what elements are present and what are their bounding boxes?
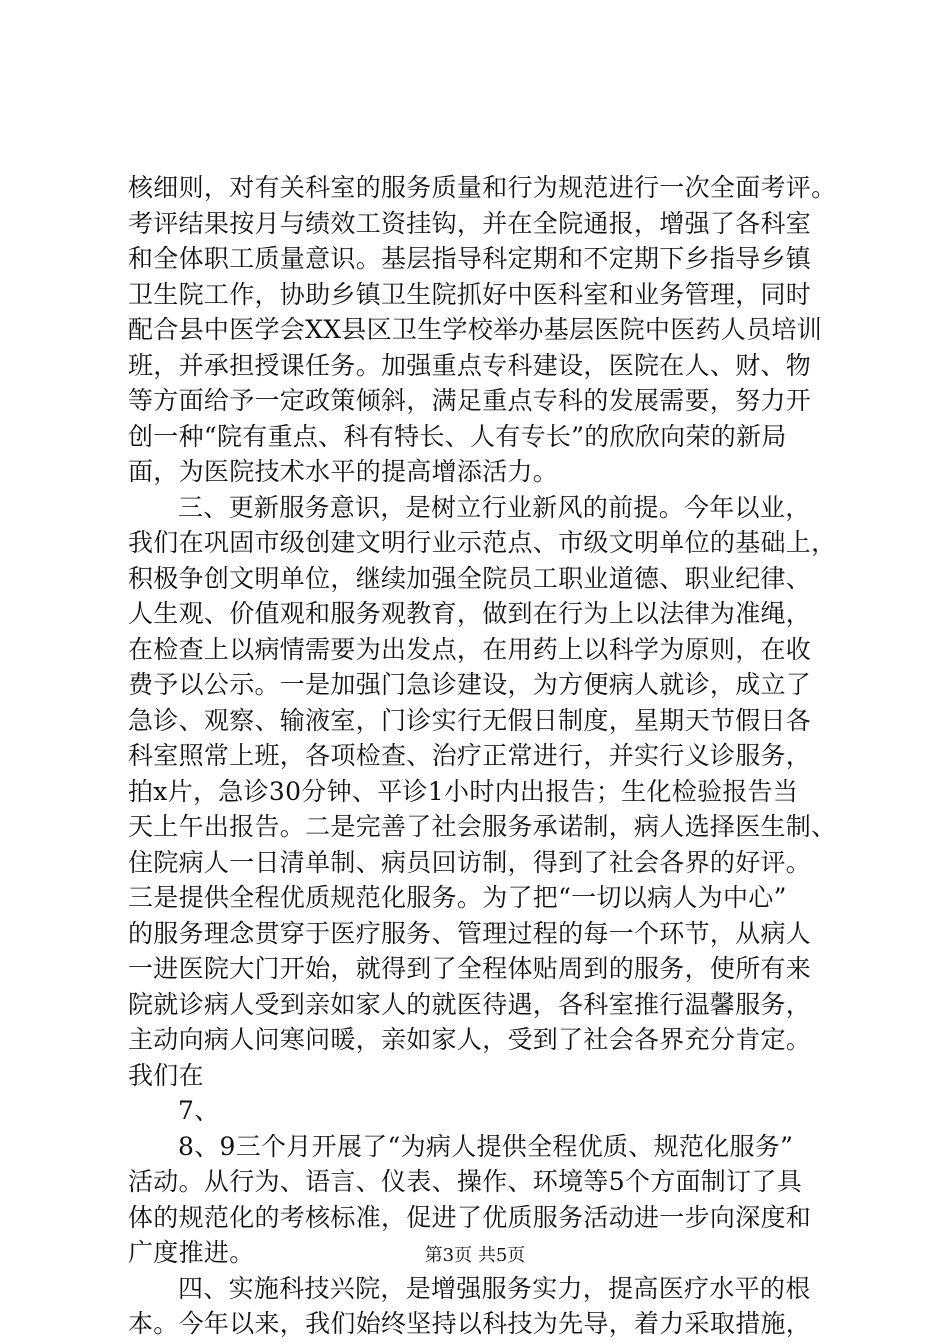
- text-line: 8、9三个月开展了“为病人提供全程优质、规范化服务”: [178, 1131, 794, 1161]
- text-line: 配合县中医学会XX县区卫生学校举办基层医院中医药人员培训: [128, 315, 822, 344]
- text-line: 活动。从行为、语言、仪表、操作、环境等5个方面制订了具: [128, 1167, 803, 1196]
- text-line: 急诊、观察、输液室，门诊实行无假日制度，星期天节假日各: [128, 705, 812, 735]
- text-line: 拍x片，急诊30分钟、平诊1小时内出报告；生化检验报告当: [128, 776, 799, 806]
- text-line: 创一种“院有重点、科有特长、人有专长”的欣欣向荣的新局: [128, 421, 787, 451]
- body-text: [128, 170, 848, 1342]
- text-line: 核细则，对有关科室的服务质量和行为规范进行一次全面考评。: [128, 173, 837, 202]
- text-line: 我们在巩固市级创建文明行业示范点、市级文明单位的基础上，: [128, 528, 837, 557]
- text-line: 卫生院工作，协助乡镇卫生院抓好中医科室和业务管理，同时: [128, 279, 812, 309]
- text-line: 费予以公示。一是加强门急诊建设，为方便病人就诊，成立了: [128, 670, 812, 699]
- text-line: 在检查上以病情需要为出发点，在用药上以科学为原则，在收: [128, 634, 812, 664]
- section-heading-line: 四、实施科技兴院，是增强服务实力，提高医疗水平的根: [178, 1273, 811, 1303]
- text-line: 体的规范化的考核标准，促进了优质服务活动进一步向深度和: [128, 1202, 812, 1232]
- text-line: 主动向病人问寒问暖，亲如家人，受到了社会各界充分肯定。: [128, 1025, 812, 1054]
- text-line: 院就诊病人受到亲如家人的就医待遇，各科室推行温馨服务，: [128, 989, 812, 1019]
- text-line: 人生观、价值观和服务观教育，做到在行为上以法律为准绳，: [128, 599, 812, 628]
- section-heading-line: 三、更新服务意识，是树立行业新风的前提。今年以业，: [178, 492, 811, 522]
- text-line: 一进医院大门开始，就得到了全程体贴周到的服务，使所有来: [128, 954, 812, 983]
- text-line: 广度推进。: [128, 1238, 255, 1267]
- list-number-line: 7、: [178, 1096, 220, 1125]
- text-line: 积极争创文明单位，继续加强全院员工职业道德、职业纪律、: [128, 563, 812, 593]
- page-footer: 第3页 共5页: [424, 1245, 526, 1266]
- text-line: 我们在: [128, 1060, 204, 1090]
- text-line: 面，为医院技术水平的提高增添活力。: [128, 457, 559, 486]
- text-line: 班，并承担授课任务。加强重点专科建设，医院在人、财、物: [128, 350, 812, 380]
- text-line: 本。今年以来，我们始终坚持以科技为先导，着力采取措施，: [128, 1309, 812, 1338]
- text-line: 的服务理念贯穿于医疗服务、管理过程的每一个环节，从病人: [128, 918, 812, 948]
- text-line: 考评结果按月与绩效工资挂钩，并在全院通报，增强了各科室: [128, 208, 812, 238]
- text-line: 等方面给予一定政策倾斜，满足重点专科的发展需要，努力开: [128, 386, 812, 415]
- text-line: 住院病人一日清单制、病员回访制，得到了社会各界的好评。: [128, 847, 812, 877]
- text-line: 和全体职工质量意识。基层指导科定期和不定期下乡指导乡镇: [128, 244, 812, 273]
- text-line: 科室照常上班，各项检查、治疗正常进行，并实行义诊服务，: [128, 741, 812, 770]
- text-line: 三是提供全程优质规范化服务。为了把“一切以病人为中心”: [128, 883, 787, 912]
- text-line: 天上午出报告。二是完善了社会服务承诺制，病人选择医生制、: [128, 812, 837, 841]
